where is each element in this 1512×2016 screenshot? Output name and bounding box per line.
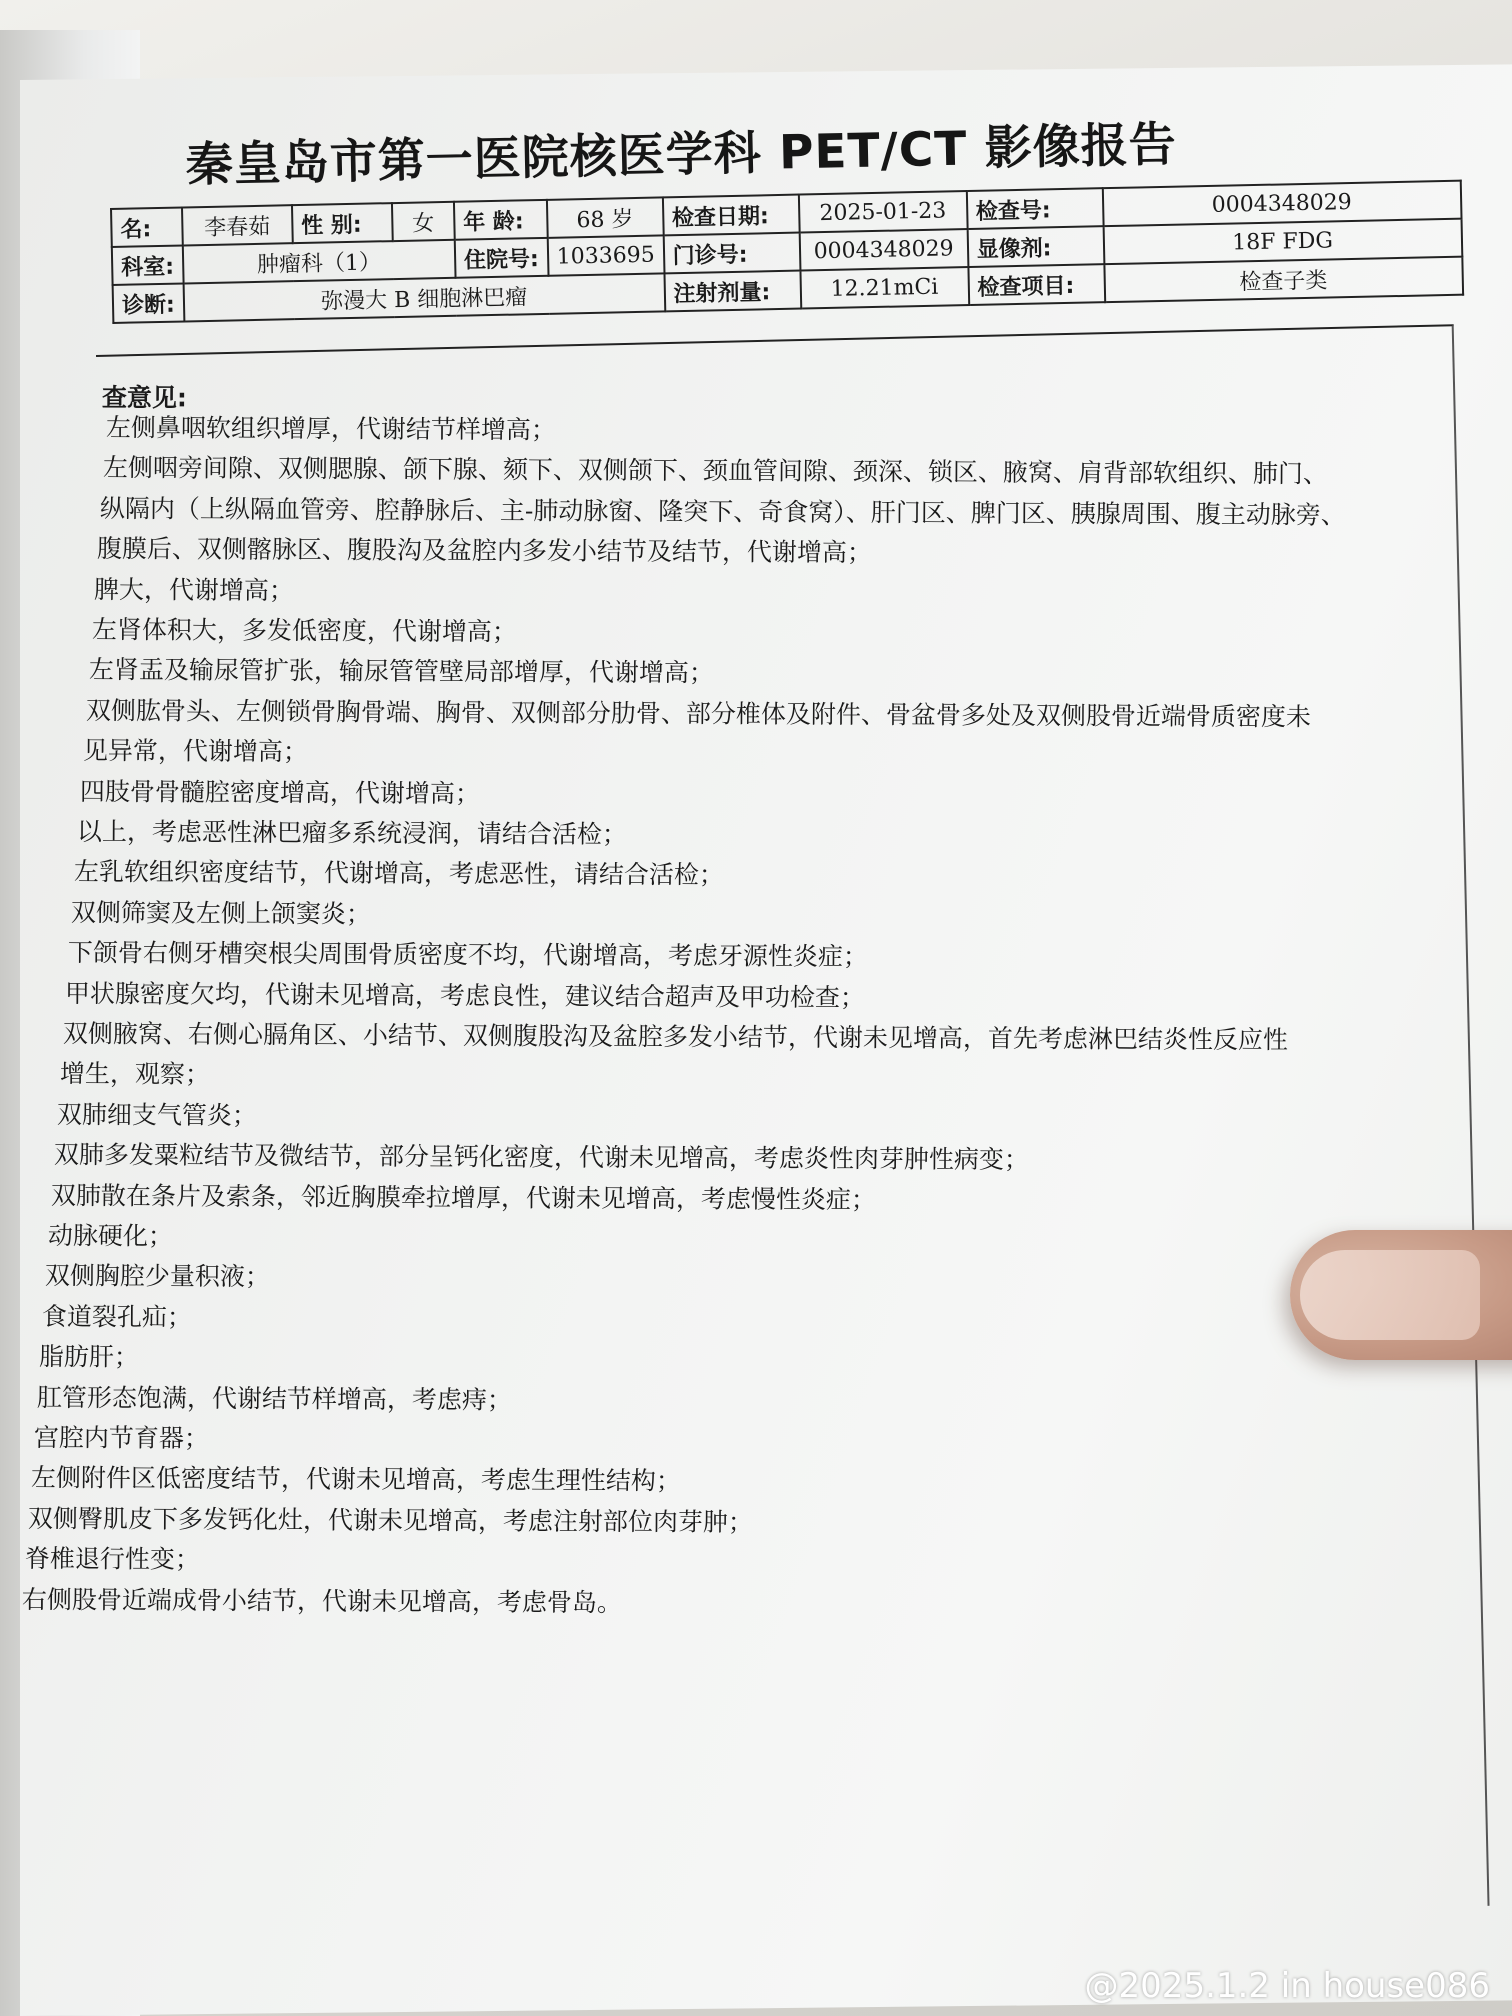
finding-line: 右侧股骨近端成骨小结节，代谢未见增高，考虑骨岛。	[21, 1584, 622, 1617]
dept-value: 肿瘤科（1）	[183, 240, 456, 284]
finding-line: 双侧筛窦及左侧上颌窦炎；	[71, 897, 372, 929]
age-value: 68 岁	[547, 197, 664, 237]
finding-line: 食道裂孔疝；	[42, 1301, 193, 1332]
age-label: 年 龄:	[454, 200, 548, 240]
finding-line: 脾大，代谢增高；	[94, 574, 295, 605]
dose-value: 12.21mCi	[800, 267, 969, 309]
finding-line: 左侧附件区低密度结节，代谢未见增高，考虑生理性结构；	[30, 1463, 681, 1496]
finding-line: 双侧臀肌皮下多发钙化灶，代谢未见增高，考虑注射部位肉芽肿；	[27, 1503, 753, 1537]
inpatient-value: 1033695	[547, 235, 664, 275]
finding-line: 左侧咽旁间隙、双侧腮腺、颌下腺、颏下、双侧颌下、颈血管间隙、颈深、锁区、腋窝、肩背部软组织、肺门、	[102, 453, 1329, 489]
finding-line: 左乳软组织密度结节，代谢增高，考虑恶性，请结合活检；	[73, 857, 725, 890]
finding-line: 腹膜后、双侧髂脉区、腹股沟及盆腔内多发小结节及结节，代谢增高；	[97, 534, 873, 568]
finding-line: 双肺细支气管炎；	[56, 1099, 257, 1130]
finding-line: 脊椎退行性变；	[24, 1544, 200, 1575]
exam-item-value: 检查子类	[1104, 257, 1463, 302]
finding-line: 双肺多发粟粒结节及微结节，部分呈钙化密度，代谢未见增高，考虑炎性肉芽肿性病变；	[53, 1140, 1029, 1175]
finger-nail	[1300, 1250, 1480, 1340]
findings-heading: 查意见:	[101, 382, 187, 413]
exam-date-label: 检查日期:	[663, 195, 800, 236]
report-title: 秦皇岛市第一医院核医学科 PET/CT 影像报告	[185, 117, 1178, 193]
finding-line: 双侧腋窝、右侧心膈角区、小结节、双侧腹股沟及盆腔多发小结节，代谢未见增高，首先考虑淋巴结炎性反应性	[62, 1018, 1288, 1055]
finding-line: 双肺散在条片及索条，邻近胸膜牵拉增厚，代谢未见增高，考虑慢性炎症；	[50, 1180, 876, 1214]
inpatient-label: 住院号:	[455, 238, 549, 278]
finding-line: 左肾体积大，多发低密度，代谢增高；	[91, 614, 517, 647]
diagnosis-value: 弥漫大 B 细胞淋巴瘤	[183, 273, 664, 321]
finding-line: 双侧肱骨头、左侧锁骨胸骨端、胸骨、双侧部分肋骨、部分椎体及附件、骨盆骨多处及双侧股骨近端骨质密度未	[85, 695, 1311, 732]
watermark: @2025.1.2 in house086	[1084, 1966, 1490, 2006]
finding-line: 甲状腺密度欠均，代谢未见增高，考虑良性，建议结合超声及甲功检查；	[65, 978, 866, 1012]
exam-date-value: 2025-01-23	[798, 191, 967, 233]
sex-value: 女	[392, 202, 455, 241]
finding-line: 下颌骨右侧牙槽突根尖周围骨质密度不均，代谢增高，考虑牙源性炎症；	[68, 938, 869, 972]
outpatient-value: 0004348029	[799, 229, 968, 271]
outpatient-label: 门诊号:	[663, 233, 800, 274]
name-label: 名:	[111, 207, 183, 246]
sex-label: 性 别:	[292, 203, 393, 243]
finding-line: 以上，考虑恶性淋巴瘤多系统浸润，请结合活检；	[76, 816, 627, 849]
agent-label: 显像剂:	[967, 226, 1104, 267]
finding-line: 左肾盂及输尿管扩张，输尿管管壁局部增厚，代谢增高；	[88, 655, 714, 688]
agent-value: 18F FDG	[1103, 219, 1462, 264]
exam-no-label: 检查号:	[966, 188, 1103, 229]
finding-line: 见异常，代谢增高；	[82, 736, 308, 767]
finding-line: 肛管形态饱满，代谢结节样增高，考虑痔；	[36, 1382, 512, 1415]
finding-line: 纵隔内（上纵隔血管旁、腔静脉后、主-肺动脉窗、隆突下、奇食窝）、肝门区、脾门区、胰腺周围、腹主动脉旁、	[100, 493, 1347, 530]
dept-label: 科室:	[112, 245, 184, 284]
dose-label: 注射剂量:	[664, 271, 801, 312]
exam-no-value: 0004348029	[1102, 181, 1461, 226]
finding-line: 脂肪肝；	[39, 1342, 140, 1372]
name-value: 李春茹	[182, 205, 293, 245]
finding-line: 动脉硬化；	[47, 1221, 174, 1251]
finding-line: 宫腔内节育器；	[33, 1422, 209, 1453]
finding-line: 增生，观察；	[59, 1059, 210, 1090]
diagnosis-label: 诊断:	[113, 283, 185, 322]
finding-line: 双侧胸腔少量积液；	[45, 1261, 271, 1292]
finding-line: 左侧鼻咽软组织增厚，代谢结节样增高；	[105, 412, 556, 445]
exam-item-label: 检查项目:	[968, 264, 1105, 305]
finding-line: 四肢骨骨髓腔密度增高，代谢增高；	[79, 776, 480, 808]
